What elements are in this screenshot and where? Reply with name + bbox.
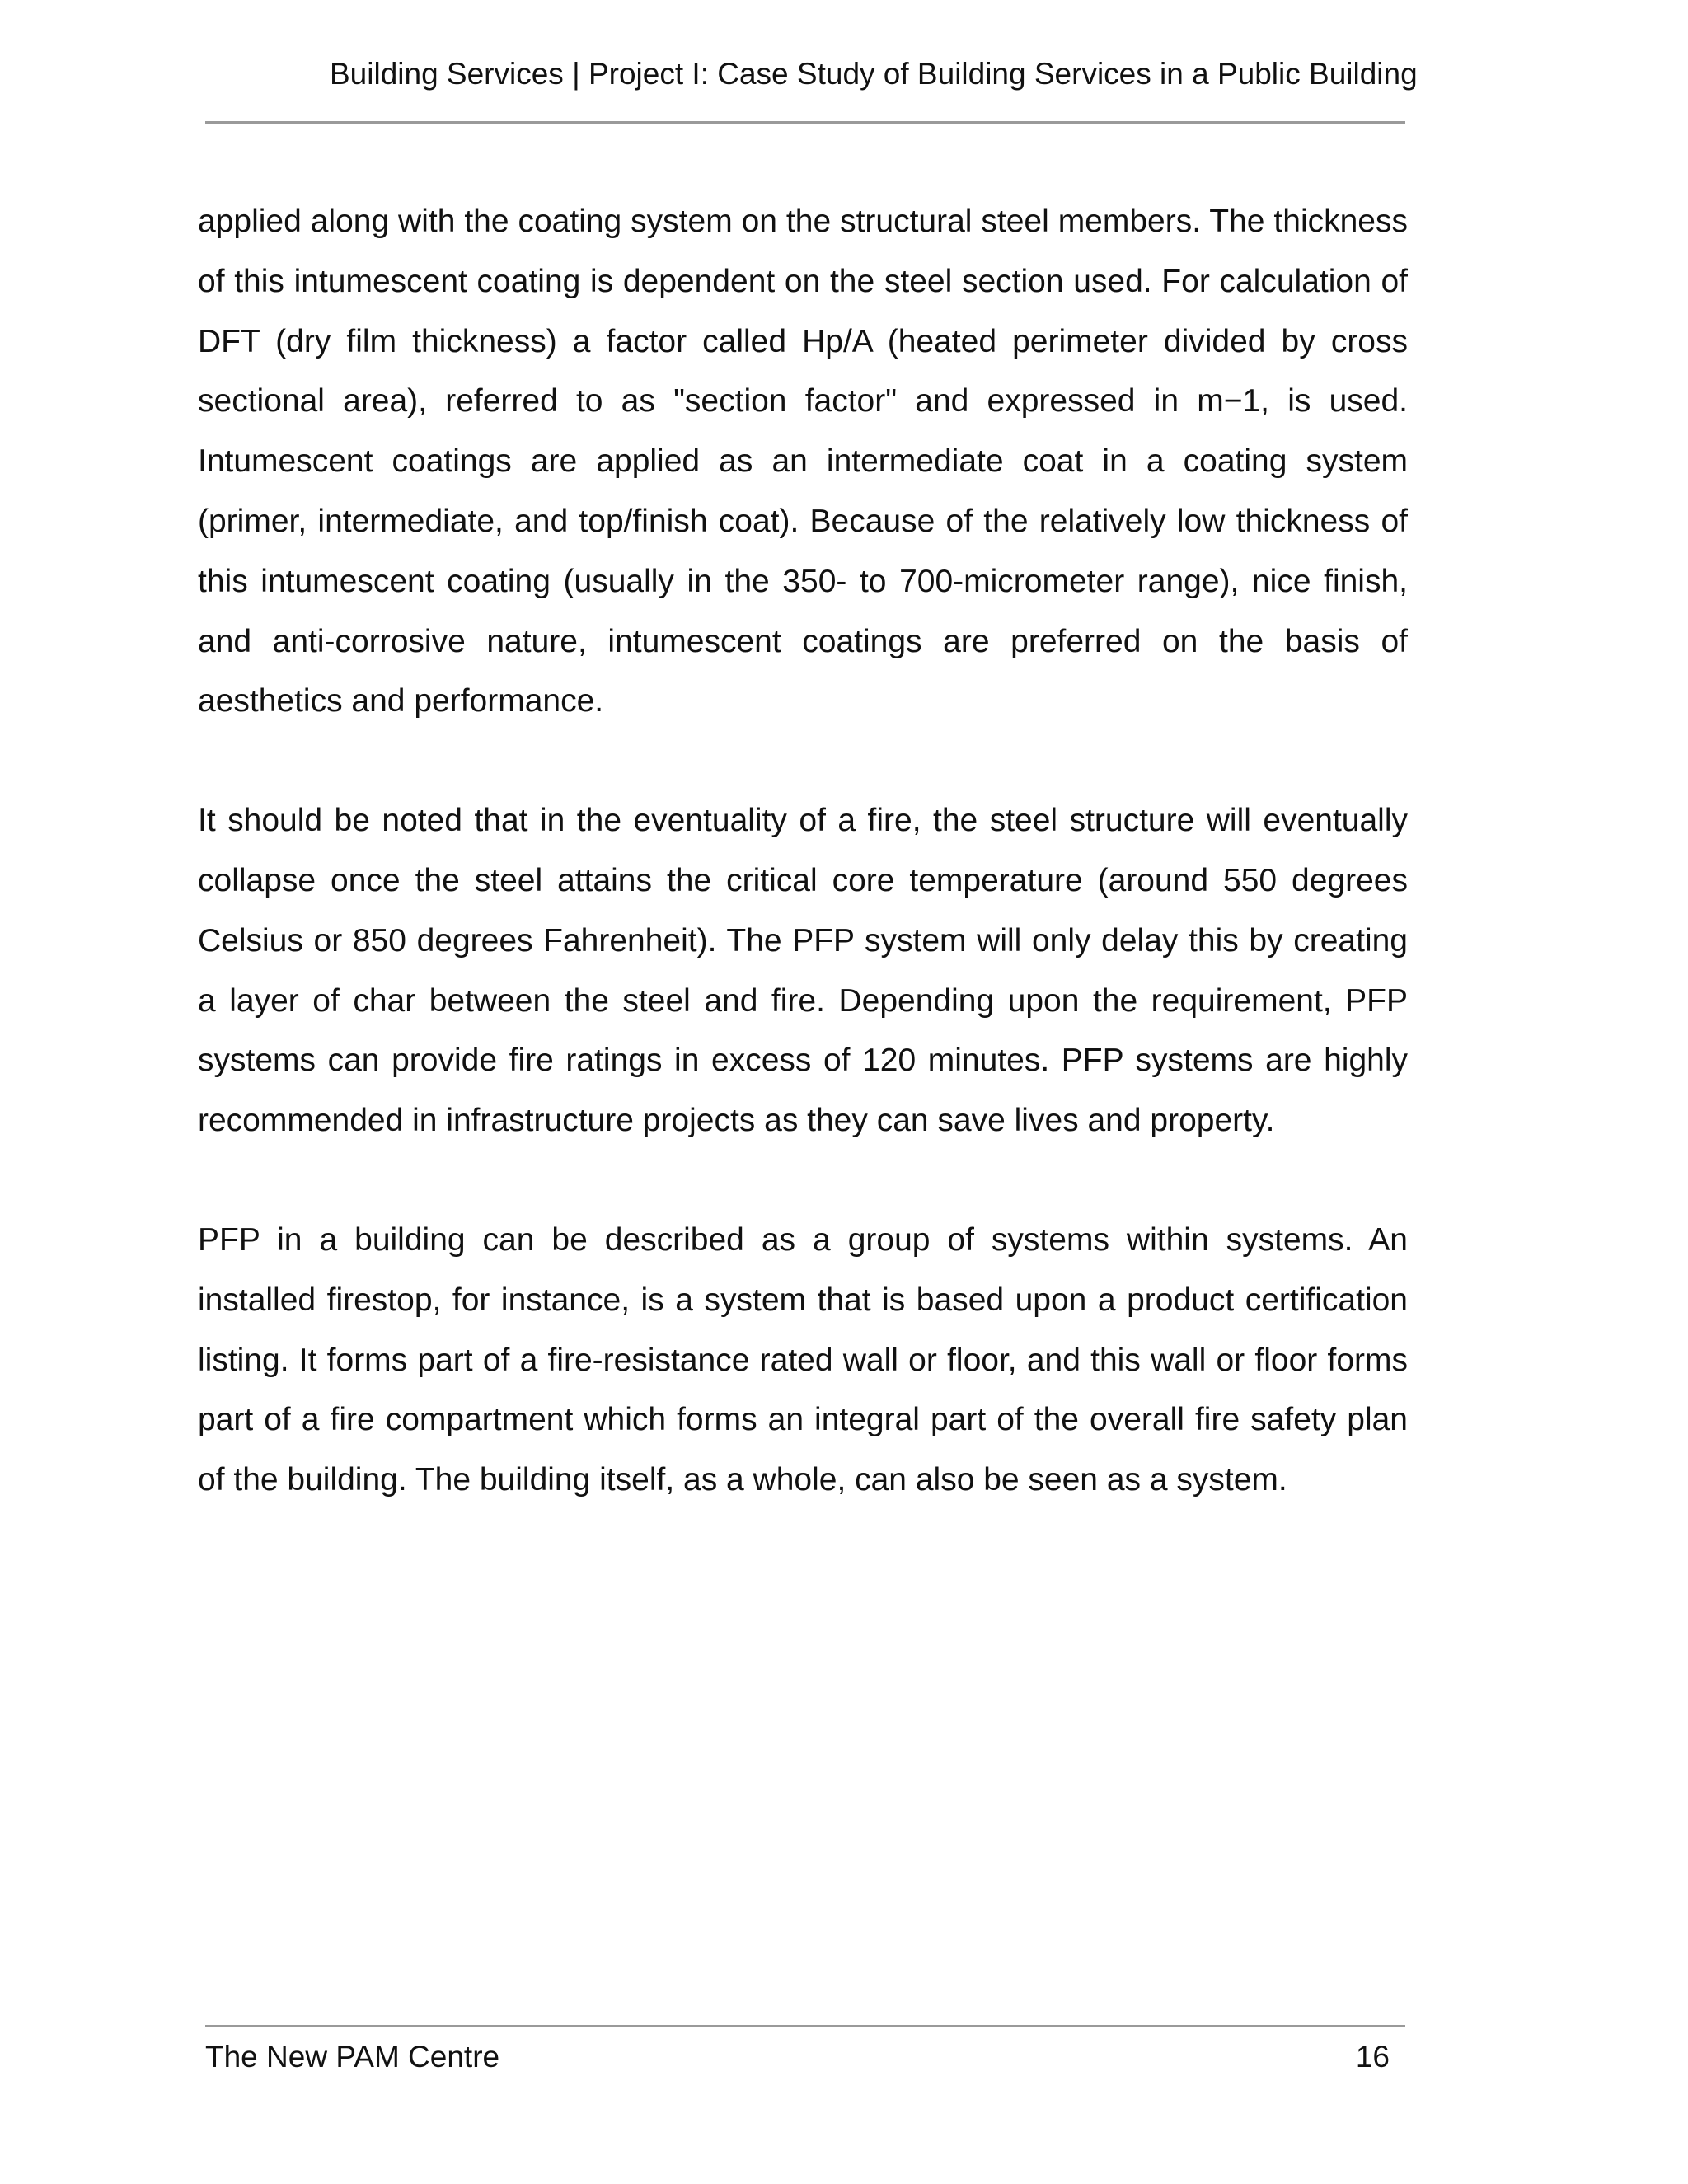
paragraph-steel-collapse: It should be noted that in the eventuality of a fire, the steel structure will eventually collapse once the steel attains the critical core temperature (around 550 degrees Celsius or 850 degrees Fahrenheit). The PFP system will only delay this by creating a layer of char between the steel and fire. Depending upon the requirement, PFP systems can provide fire ratings in excess of 120 minutes. PFP systems are highly recommended in infrastructure projects as they can save lives and property. <box>198 803 1408 1139</box>
paragraph-intumescent-coating: applied along with the coating system on the structural steel members. The thickness of this intumescent coating is dependent on the steel section used. For calculation of DFT (dry film thickness) a factor called Hp/A (heated perimeter divided by cross sectional area), referred to as "section factor" and expressed in m−1, is used. Intumescent coatings are applied as an intermediate coat in a coating system (primer, intermediate, and top/finish coat). Because of the relatively low thickness of this intumescent coating (usually in the 350- to 700-micrometer range), nice finish, and anti-corrosive nature, intumescent coatings are preferred on the basis of aesthetics and performance. <box>198 204 1408 719</box>
header-divider <box>205 121 1405 124</box>
paragraph-pfp-systems: PFP in a building can be described as a group of systems within systems. An installed firestop, for instance, is a system that is based upon a product certification listing. It forms part of a fire-resistance rated wall or floor, and this wall or floor forms part of a fire compartment which forms an integral part of the overall fire safety plan of the building. The building itself, as a whole, can also be seen as a system. <box>198 1221 1408 1498</box>
page-number: 16 <box>1355 2040 1390 2074</box>
footer-title: The New PAM Centre <box>205 2040 500 2074</box>
footer-divider <box>205 2025 1405 2027</box>
document-body <box>198 192 1408 1511</box>
running-header: Building Services | Project I: Case Study of Building Services in a Public Building <box>330 57 1418 91</box>
